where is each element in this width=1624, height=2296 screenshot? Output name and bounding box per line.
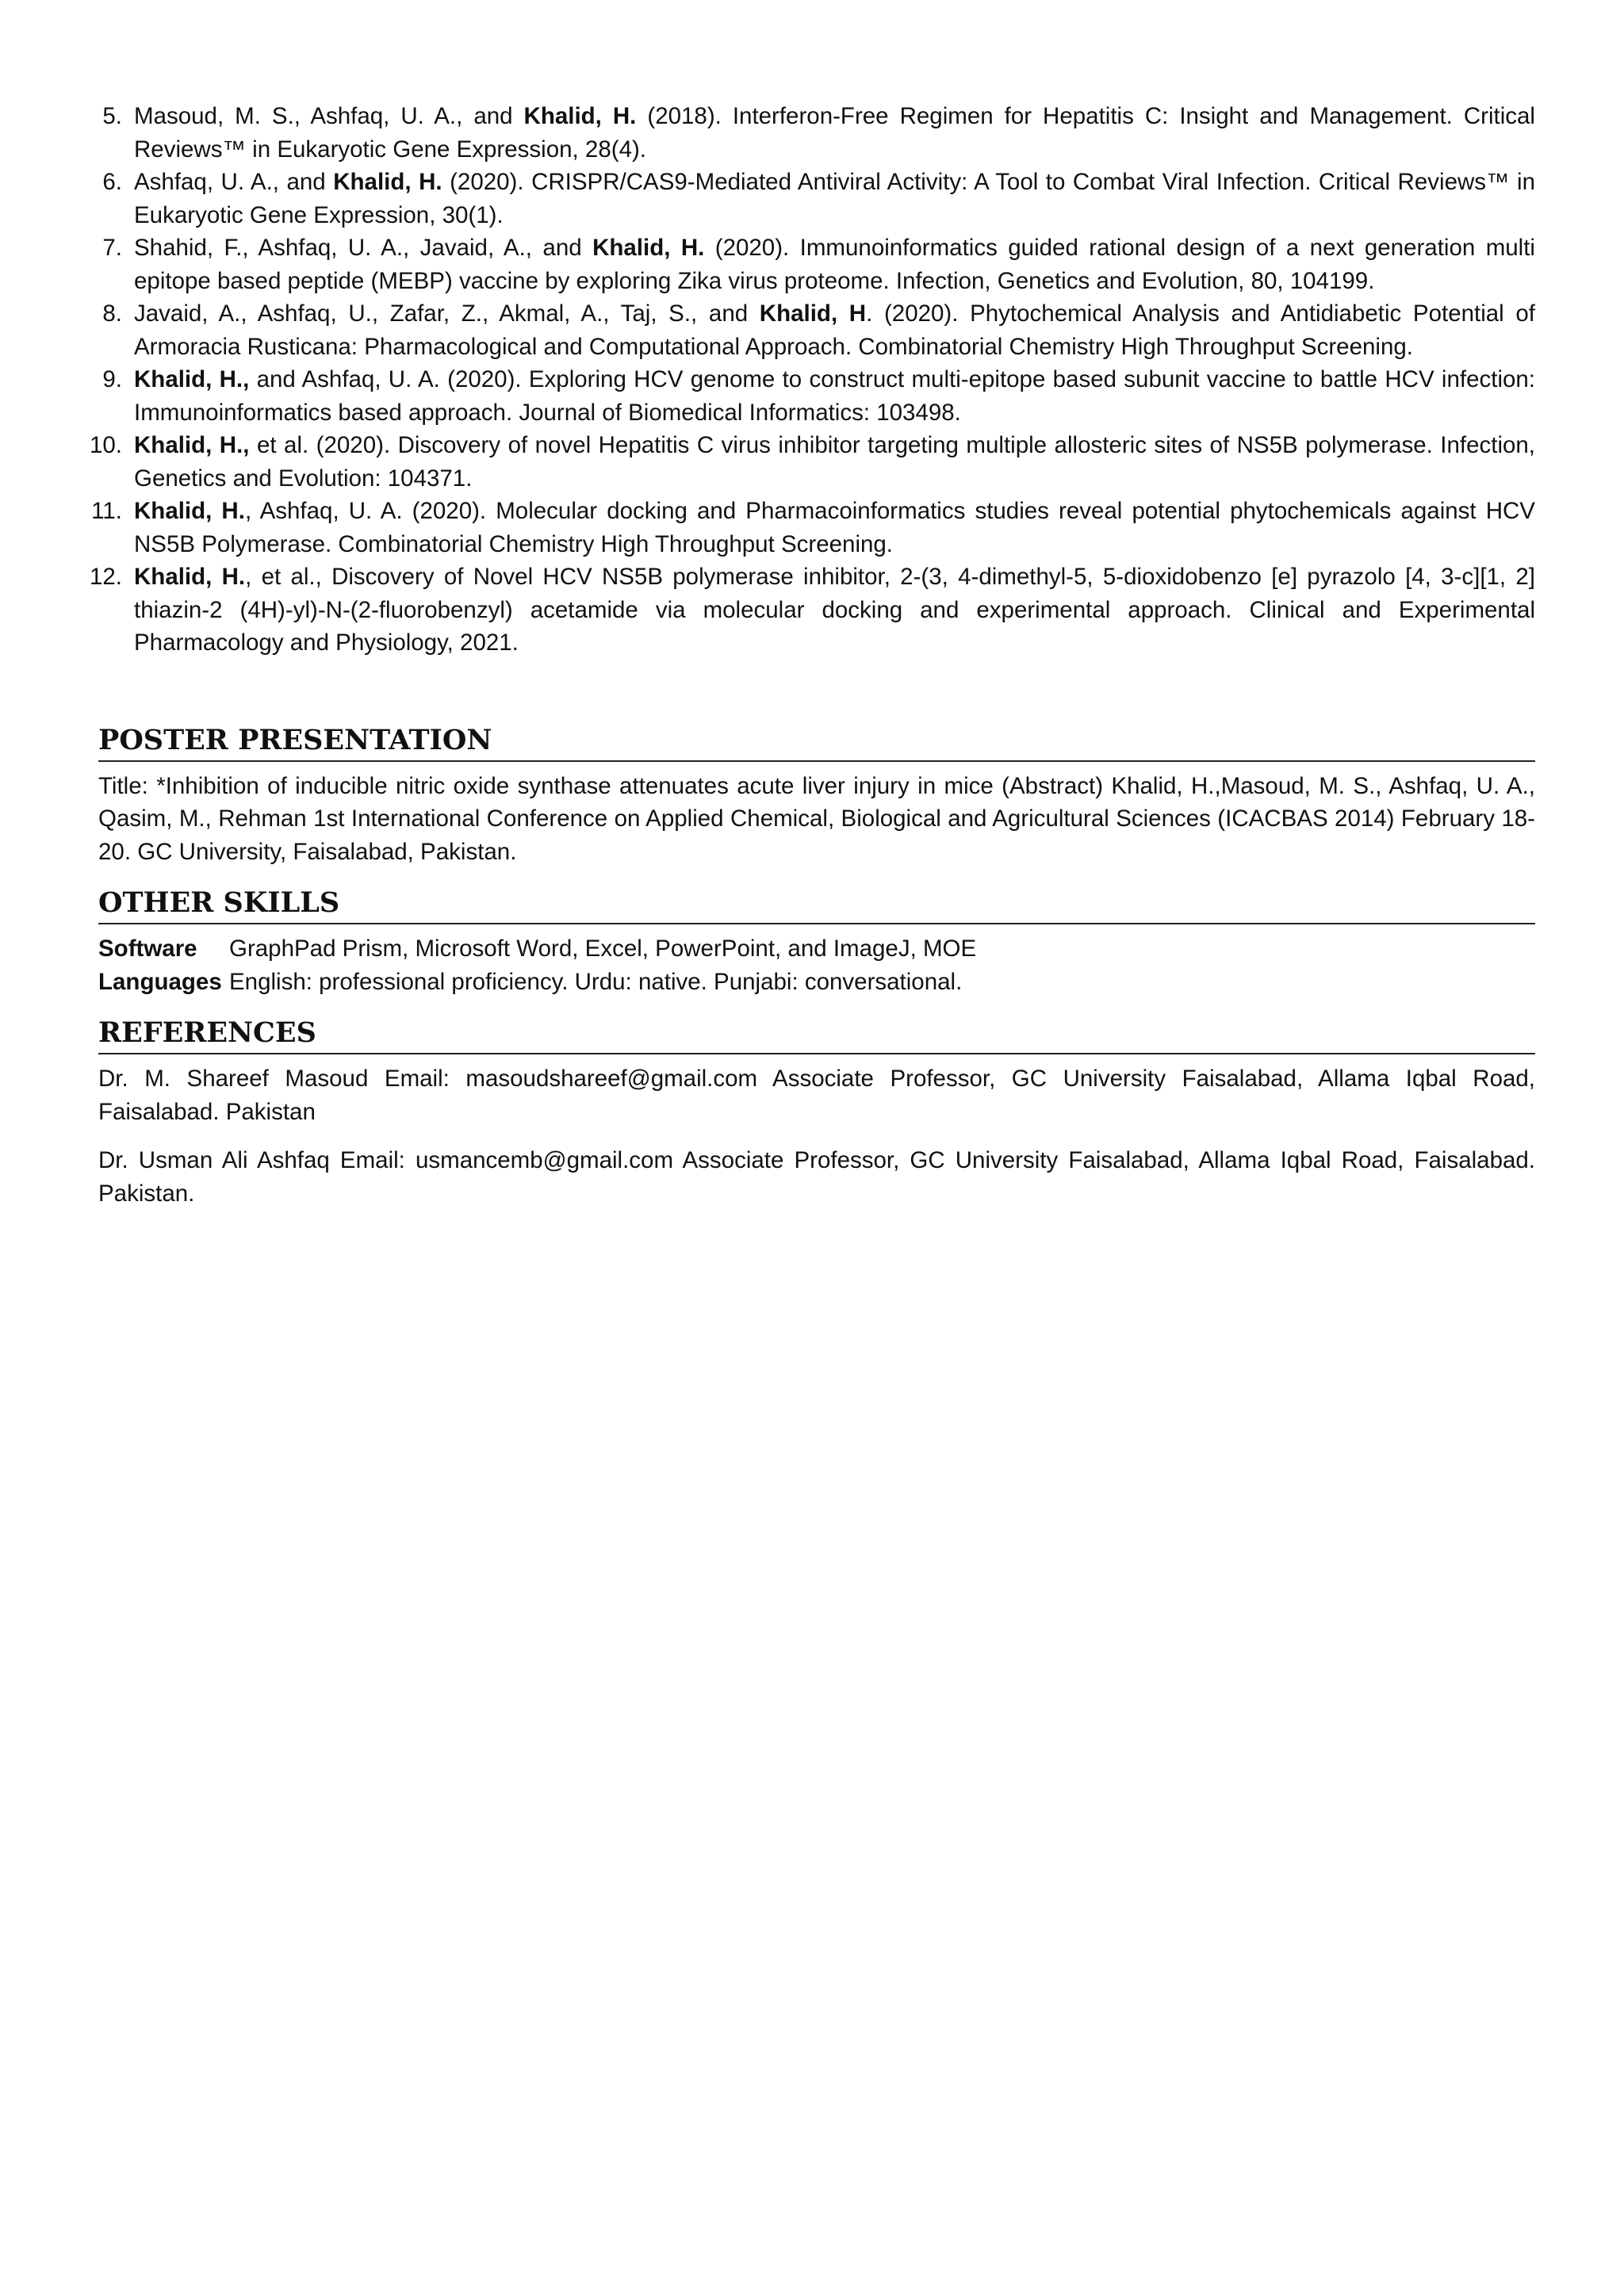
publication-details: (2018). Interferon-Free Regimen for Hepatitis C: Insight and Management. Critical Reviews™ in Eukaryotic Gene Expression, 28(4). [134,103,1535,163]
publication-details: , et al., Discovery of Novel HCV NS5B polymerase inhibitor, 2-(3, 4-dimethyl-5, 5-dioxidobenzo [e] pyrazolo [4, 3-c][1, 2] thiazin-2 (4H)-yl)-N-(2-fluorobenzyl) acetamide via molecular docking and experimental approach. Clinical and Experimental Pharmacology and Physiology, 2021. [134,564,1535,656]
publication-authors: Shahid, F., Ashfaq, U. A., Javaid, A., and [134,235,593,261]
publication-authors: Masoud, M. S., Ashfaq, U. A., and [134,103,524,129]
publication-highlight-author: Khalid, H [759,300,867,327]
references-section [98,1016,1535,1210]
publication-number: 6. [102,169,122,195]
publication-highlight-author: Khalid, H. [592,235,705,261]
publication-item [98,232,1535,297]
publication-authors: Javaid, A., Ashfaq, U., Zafar, Z., Akmal, A., Taj, S., and [134,300,760,327]
publication-details: et al. (2020). Discovery of novel Hepatitis C virus inhibitor targeting multiple allosteric sites of NS5B polymerase. Infection, Genetics and Evolution: 104371. [134,432,1536,492]
publication-number: 11. [91,498,122,524]
publication-item [98,297,1535,363]
publication-details: . (2020). Phytochemical Analysis and Antidiabetic Potential of Armoracia Rusticana: Pharmacological and Computational Approach. Combinatorial Chemistry High Throughput Screening. [134,300,1535,360]
reference-item: Dr. Usman Ali Ashfaq Email: usmancemb@gmail.com Associate Professor, GC University Faisalabad, Allama Iqbal Road, Faisalabad. Pakistan. [98,1147,1535,1207]
skill-value: English: professional proficiency. Urdu: native. Punjabi: conversational. [229,968,963,995]
publication-highlight-author: Khalid, H. [523,103,637,129]
publication-item [91,495,1535,561]
publication-highlight-author: Khalid, H. [333,169,442,195]
publication-item [89,429,1536,495]
references-heading: REFERENCES [98,1016,1535,1054]
publication-item [98,100,1535,166]
skill-key: Software [98,936,197,962]
skills-table [98,932,1535,998]
skills-row-languages [98,966,1535,999]
publication-authors: Ashfaq, U. A., and [134,169,334,195]
skills-section [98,886,1535,998]
publication-highlight-author: Khalid, H. [134,564,246,590]
publication-details: and Ashfaq, U. A. (2020). Exploring HCV genome to construct multi-epitope based subunit vaccine to battle HCV infection: Immunoinformatics based approach. Journal of Biomedical Informatics: 103498. [134,366,1536,426]
publication-highlight-author: Khalid, H., [134,432,250,458]
publication-details: , Ashfaq, U. A. (2020). Molecular docking and Pharmacoinformatics studies reveal potential phytochemicals against HCV NS5B Polymerase. Combinatorial Chemistry High Throughput Screening. [134,498,1535,557]
skill-value: GraphPad Prism, Microsoft Word, Excel, PowerPoint, and ImageJ, MOE [229,936,977,962]
skill-key: Languages [98,968,222,995]
publication-details: (2020). CRISPR/CAS9-Mediated Antiviral Activity: A Tool to Combat Viral Infection. Critical Reviews™ in Eukaryotic Gene Expression, 30(1). [134,169,1536,228]
poster-heading: POSTER PRESENTATION [98,723,1535,762]
publication-item [98,166,1535,232]
publication-highlight-author: Khalid, H., [134,366,250,392]
publication-item [89,561,1535,660]
publication-number: 12. [89,564,122,590]
reference-item: Dr. M. Shareef Masoud Email: masoudshareef@gmail.com Associate Professor, GC University Faisalabad, Allama Iqbal Road, Faisalabad. Pakistan [98,1066,1535,1125]
publication-details: (2020). Immunoinformatics guided rational design of a next generation multi epitope based peptide (MEBP) vaccine by exploring Zika virus proteome. Infection, Genetics and Evolution, 80, 104199. [134,235,1535,294]
publication-number: 7. [102,235,122,261]
publication-number: 9. [102,366,122,392]
skills-row-software [98,932,1535,966]
publication-number: 5. [102,103,122,129]
publication-list [89,100,1536,660]
publication-item [98,363,1535,429]
cv-content [89,100,1536,1210]
publication-number: 10. [89,432,122,458]
skills-heading: OTHER SKILLS [98,886,1535,924]
poster-section [98,723,1535,869]
poster-text: Title: *Inhibition of inducible nitric oxide synthase attenuates acute liver injury in mice (Abstract) Khalid, H.,Masoud, M. S., Ashfaq, U. A., Qasim, M., Rehman 1st International Conference on Applied Chemical, Biological and Agricultural Sciences (ICACBAS 2014) February 18-20. GC University, Faisalabad, Pakistan. [98,772,1535,865]
publication-number: 8. [102,300,122,327]
publication-highlight-author: Khalid, H. [134,498,245,524]
